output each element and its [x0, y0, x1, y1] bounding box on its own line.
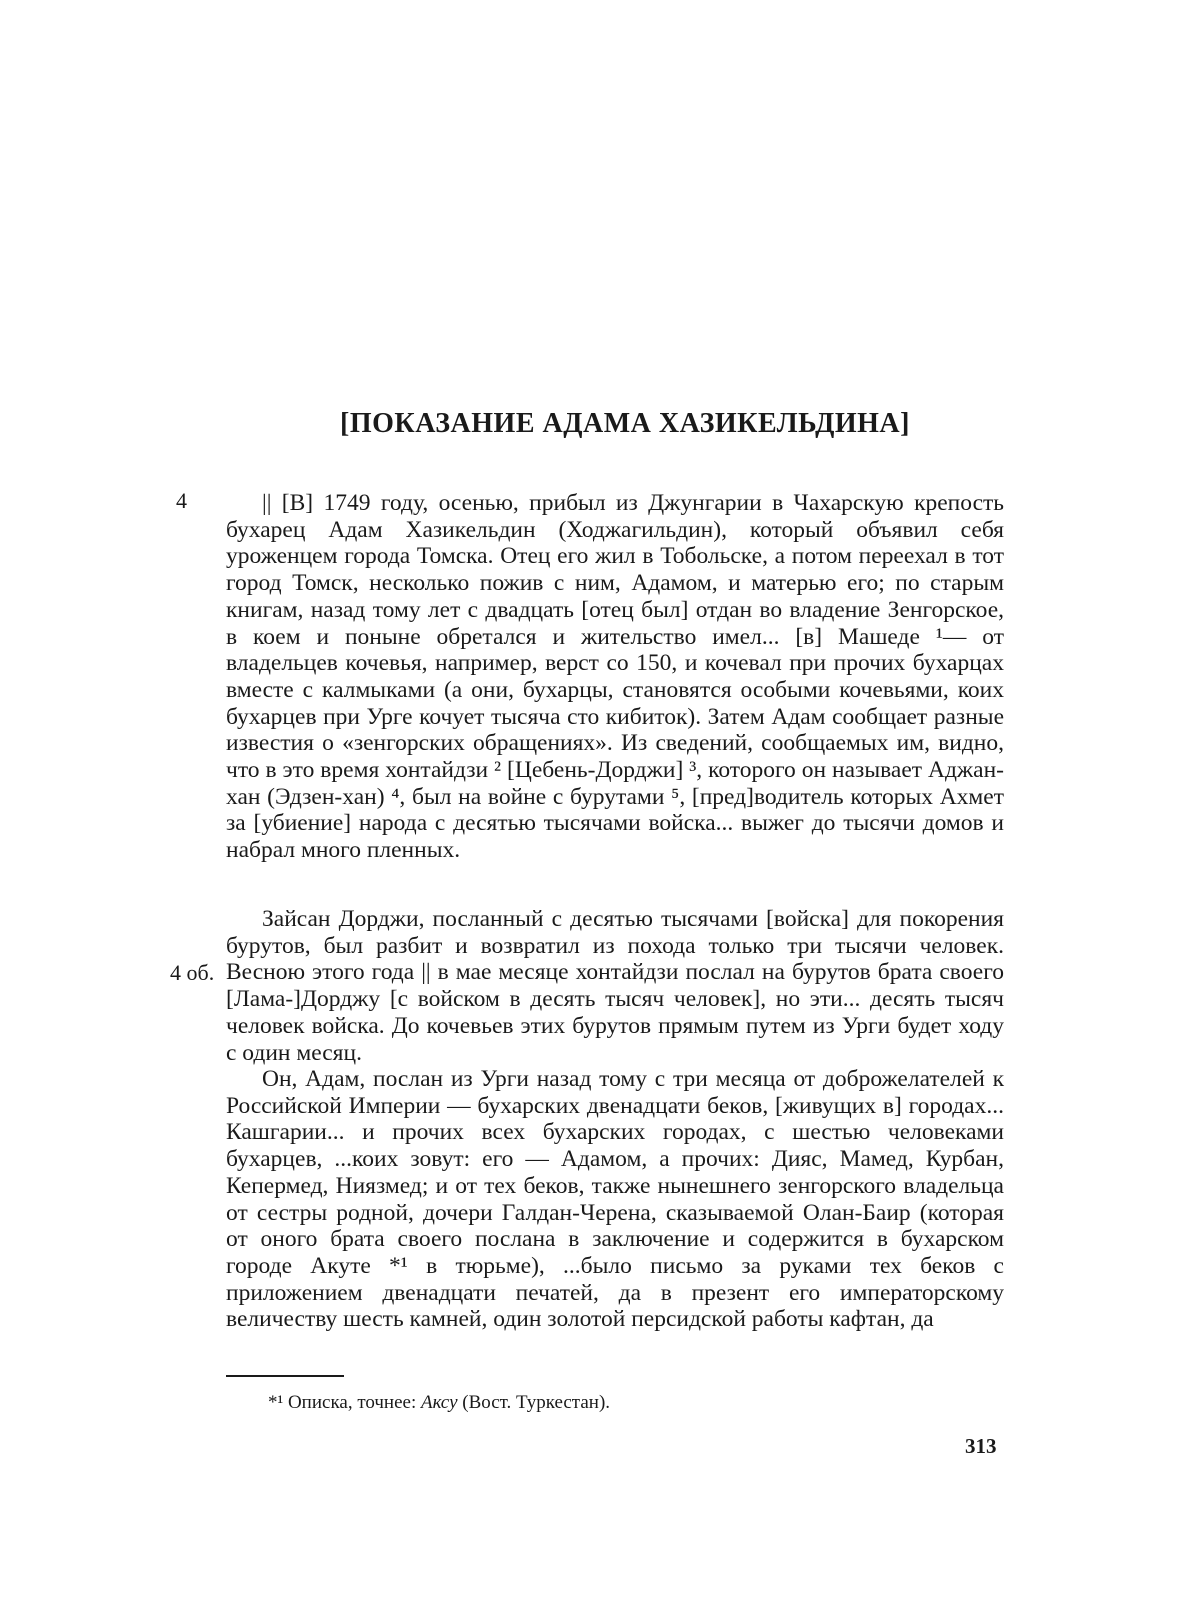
paragraph-text: Зайсан Дорджи, посланный с десятью тысячами [войска] для покорения бурутов, был разбит и возвратил из похода только три тысячи человек. Весною этого года || в мае месяце хонтайдзи послал на бурутов брата своего [Лама-]Дорджу [с войском в десять тысяч человек], но эти... десять тысяч человек войска. До кочевьев этих бурутов прямым путем из Урги будет ходу с один месяц.: [226, 906, 1004, 1066]
margin-note-folio: 4: [176, 488, 187, 513]
body-paragraph-3: [226, 1066, 1004, 1333]
page-number: 313: [965, 1434, 997, 1458]
footnote: [268, 1392, 610, 1414]
paragraph-text: || [В] 1749 году, осенью, прибыл из Джунгарии в Чахарскую крепость бухарец Адам Хазикельдин (Ходжагильдин), который объявил себя уроженцем города Томска. Отец его жил в Тобольске, а потом переехал в тот город Томск, несколько пожив с ним, Адамом, и матерью его; по старым книгам, назад тому лет с двадцать [отец был] отдан во владение Зенгорское, в коем и поныне обретался и жительство имел... [в] Машеде ¹— от владельцев кочевья, например, верст со 150, и кочевал при прочих бухарцах вместе с калмыками (а они, бухарцы, становятся особыми кочевьями, коих бухарцев при Урге кочует тысяча сто кибиток). Затем Адам сообщает разные известия о «зенгорских обращениях». Из сведений, сообщаемых им, видно, что в это время хонтайдзи ² [Цебень-Дорджи] ³, которого он называет Аджан-хан (Эдзен-хан) ⁴, был на войне с бурутами ⁵, [пред]водитель которых Ахмет за [убиение] народа с десятью тысячами войска... выжег до тысячи домов и набрал много пленных.: [226, 490, 1004, 864]
footnote-italic-term: Аксу: [421, 1392, 458, 1413]
footnote-marker: *¹: [268, 1392, 284, 1413]
footnote-divider: [226, 1375, 344, 1377]
margin-note-folio-verso: 4 об.: [170, 960, 215, 985]
page-title: [ПОКАЗАНИЕ АДАМА ХАЗИКЕЛЬДИНА]: [340, 408, 910, 439]
footnote-text-before: Описка, точнее:: [287, 1392, 417, 1413]
body-paragraph-2: [226, 906, 1004, 1066]
paragraph-text: Он, Адам, послан из Урги назад тому с три месяца от доброжелателей к Российской Империи — бухарских двенадцати беков, [живущих в] городах... Кашгарии... и прочих всех бухарских городах, с шестью человеками бухарцев, ...коих зовут: его — Адамом, а прочих: Дияс, Мамед, Курбан, Кепермед, Ниязмед; и от тех беков, также нынешнего зенгорского владельца от сестры родной, дочери Галдан-Черена, сказываемой Олан-Баир (которая от оного брата своего послана в заключение и содержится в бухарском городе Акуте *¹ в тюрьме), ...было письмо за руками тех беков с приложением двенадцати печатей, да в презент его императорскому величеству шесть камней, один золотой персидской работы кафтан, да: [226, 1066, 1004, 1333]
body-paragraph-1: [226, 490, 1004, 864]
footnote-text-after: (Вост. Туркестан).: [462, 1392, 611, 1413]
